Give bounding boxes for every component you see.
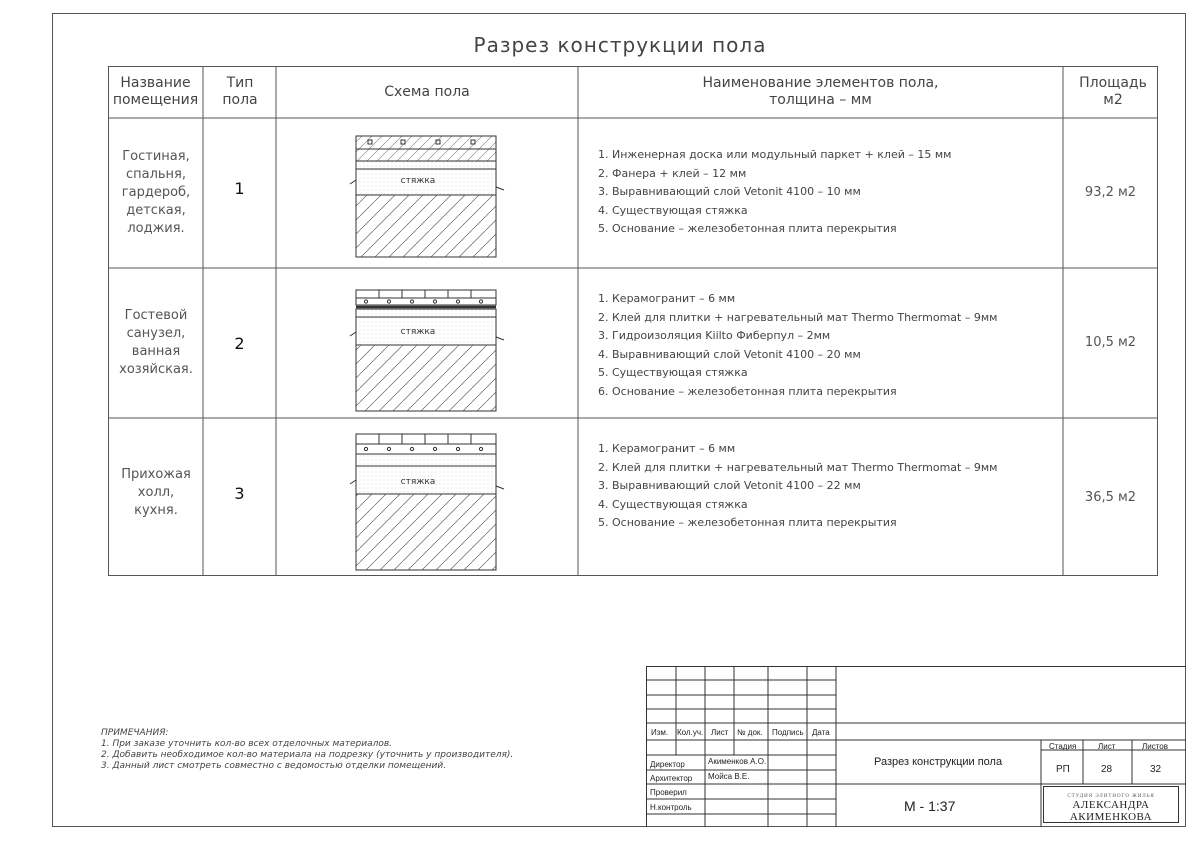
row3-layer-3: 3. Выравнивающий слой Vetonit 4100 – 22 мм bbox=[598, 479, 861, 492]
row2-layer-6: 6. Основание – железобетонная плита перекрытия bbox=[598, 384, 897, 398]
header-room: Название помещения bbox=[112, 75, 199, 108]
document-title: Разрез конструкции пола bbox=[874, 756, 1003, 768]
row3-layer-2: 2. Клей для плитки + нагревательный мат Thermo Thermomat – 9мм bbox=[598, 460, 998, 474]
row1-floor-scheme bbox=[346, 132, 512, 260]
title-block bbox=[646, 666, 1186, 827]
row2-type: 2 bbox=[234, 333, 245, 353]
col-izm: Изм. bbox=[651, 728, 669, 737]
col-kol-uch: Кол.уч. bbox=[677, 728, 704, 737]
header-area: Площадь м2 bbox=[1079, 75, 1147, 108]
row1-layer-4: 4. Существующая стяжка bbox=[598, 203, 748, 217]
sheet-label: Лист bbox=[1098, 742, 1116, 751]
row2-floor-scheme bbox=[346, 276, 512, 414]
note-1: 1. При заказе уточнить кол-во всех отделочных материалов. bbox=[101, 739, 393, 749]
name-architect: Мойса В.Е. bbox=[708, 772, 750, 781]
row2-room: Гостевой санузел, ванная хозяйская. bbox=[119, 308, 193, 377]
row2-layers bbox=[598, 290, 997, 401]
row1-layers bbox=[598, 146, 951, 239]
row3-layers bbox=[598, 440, 997, 533]
row1-type: 1 bbox=[234, 178, 245, 198]
row3-floor-scheme bbox=[346, 422, 512, 572]
row3-type: 3 bbox=[234, 483, 245, 503]
row2-layer-2: 2. Клей для плитки + нагревательный мат Thermo Thermomat – 9мм bbox=[598, 310, 998, 324]
header-elements-line2: толщина – мм bbox=[769, 92, 872, 108]
role-architect: Архитектор bbox=[650, 774, 693, 783]
role-norm-control: Н.контроль bbox=[650, 803, 692, 812]
row1-layer-2: 2. Фанера + клей – 12 мм bbox=[598, 166, 747, 180]
drawing-scale: М - 1:37 bbox=[904, 798, 956, 814]
role-director: Директор bbox=[650, 760, 685, 769]
sheets-label: Листов bbox=[1142, 742, 1168, 751]
sheets-value: 32 bbox=[1150, 764, 1162, 775]
row2-layer-4: 4. Выравнивающий слой Vetonit 4100 – 20 мм bbox=[598, 347, 861, 361]
notes-title: ПРИМЕЧАНИЯ: bbox=[101, 728, 169, 738]
header-elements bbox=[578, 66, 1063, 118]
row2-layer-3: 3. Гидроизоляция Kiilto Фиберпул – 2мм bbox=[598, 329, 831, 342]
floor-table bbox=[108, 66, 1158, 576]
studio-logo bbox=[1043, 786, 1179, 823]
notes bbox=[101, 728, 513, 772]
row2-layer-5: 5. Существующая стяжка bbox=[598, 366, 748, 379]
note-2: 2. Добавить необходимое кол-во материала на подрезку (уточнить у производителя). bbox=[101, 750, 514, 760]
row3-layer-4: 4. Существующая стяжка bbox=[598, 497, 748, 511]
row1-layer-1: 1. Инженерная доска или модульный паркет + клей – 15 мм bbox=[598, 148, 952, 161]
header-type: Тип пола bbox=[222, 75, 258, 108]
col-date: Дата bbox=[812, 728, 830, 737]
row1-layer-3: 3. Выравнивающий слой Vetonit 4100 – 10 мм bbox=[598, 185, 861, 198]
name-director: Акименков А.О. bbox=[708, 757, 767, 766]
note-3: 3. Данный лист смотреть совместно с ведомостью отделки помещений. bbox=[101, 761, 447, 771]
row1-screed-label: стяжка bbox=[400, 176, 436, 186]
row2-screed-label: стяжка bbox=[400, 327, 436, 337]
col-signature: Подпись bbox=[772, 728, 804, 737]
role-checked: Проверил bbox=[650, 788, 687, 797]
row2-area: 10,5 м2 bbox=[1084, 334, 1137, 350]
stage-label: Стадия bbox=[1049, 742, 1077, 751]
row1-area: 93,2 м2 bbox=[1084, 184, 1137, 200]
row3-area: 36,5 м2 bbox=[1084, 489, 1137, 505]
sheet-value: 28 bbox=[1101, 764, 1113, 775]
logo-subtitle: СТУДИЯ ЭЛИТНОГО ЖИЛЬЯ bbox=[1067, 794, 1155, 799]
header-scheme: Схема пола bbox=[384, 83, 470, 100]
stage-value: РП bbox=[1056, 764, 1070, 775]
col-doc-no: № док. bbox=[737, 728, 763, 737]
row1-layer-5: 5. Основание – железобетонная плита перекрытия bbox=[598, 222, 897, 235]
row3-layer-5: 5. Основание – железобетонная плита перекрытия bbox=[598, 516, 897, 529]
row3-screed-label: стяжка bbox=[400, 477, 436, 487]
row3-room: Прихожая холл, кухня. bbox=[121, 467, 191, 518]
logo-name: АЛЕКСАНДРА АКИМЕНКОВА bbox=[1069, 799, 1153, 823]
header-elements-line1: Наименование элементов пола, bbox=[702, 75, 939, 91]
row3-layer-1: 1. Керамогранит – 6 мм bbox=[598, 442, 736, 455]
sheet-title: Разрез конструкции пола bbox=[473, 33, 767, 57]
row1-room: Гостиная, спальня, гардероб, детская, лоджия. bbox=[121, 149, 191, 236]
col-list: Лист bbox=[711, 728, 729, 737]
row2-layer-1: 1. Керамогранит – 6 мм bbox=[598, 292, 736, 305]
